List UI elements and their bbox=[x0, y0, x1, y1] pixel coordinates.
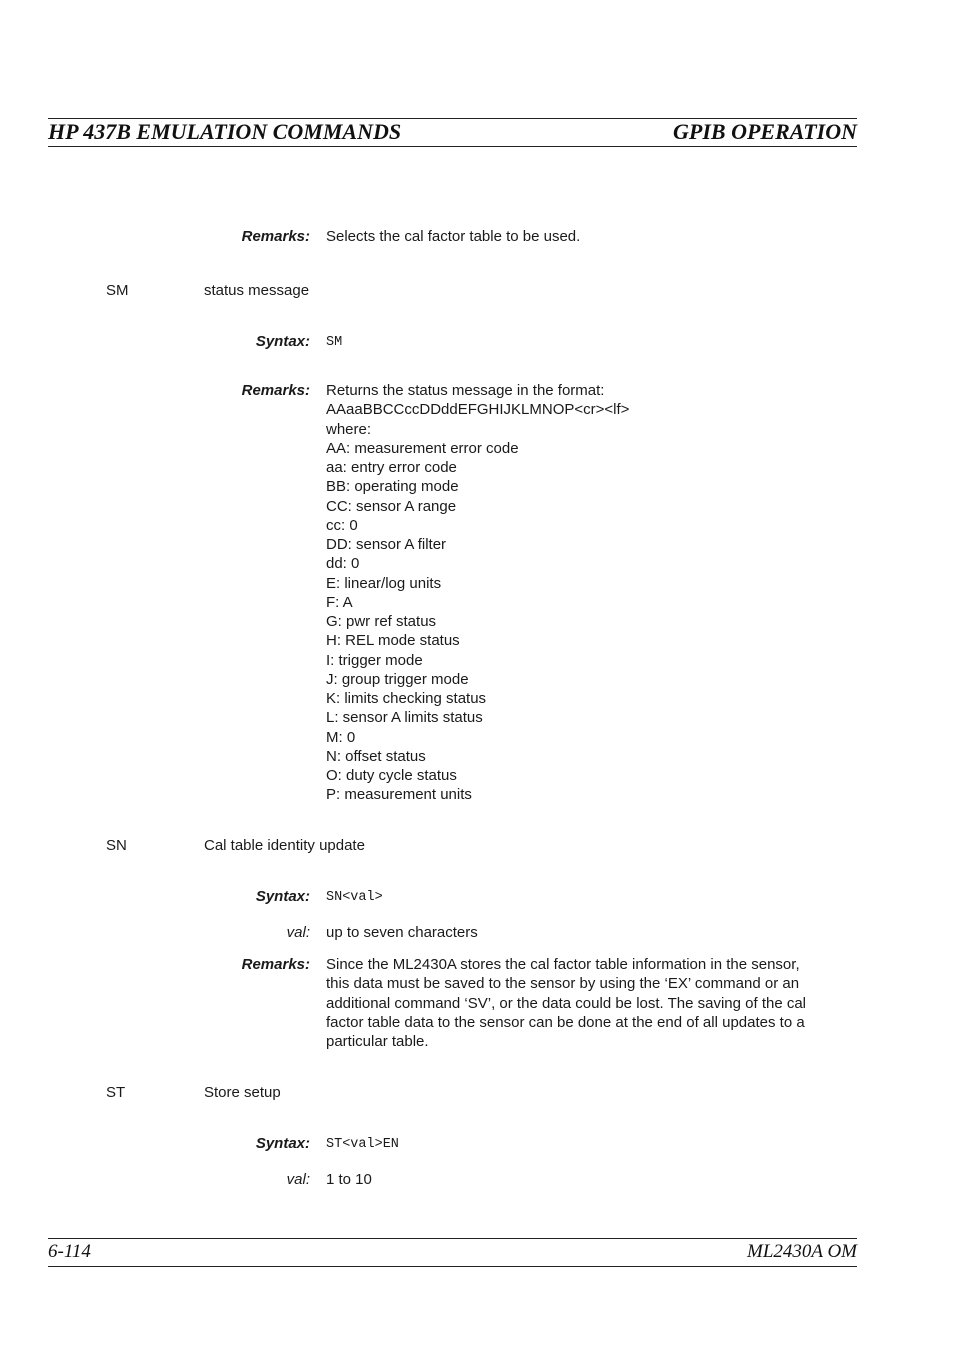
remarks-line: O: duty cycle status bbox=[326, 767, 457, 784]
remarks-line: L: sensor A limits status bbox=[326, 709, 483, 727]
syntax-value-st: ST<val>EN bbox=[326, 1137, 399, 1152]
remarks-label-sm: Remarks: bbox=[241, 382, 310, 399]
remarks-text-sm bbox=[326, 381, 846, 805]
remarks-line: M: 0 bbox=[326, 728, 356, 746]
command-code-st: ST bbox=[106, 1084, 126, 1101]
remarks-label: Remarks: bbox=[241, 228, 310, 245]
command-description-sm: status message bbox=[204, 282, 310, 299]
remarks-line: CC: sensor A range bbox=[326, 497, 457, 515]
remarks-line: dd: 0 bbox=[326, 555, 360, 573]
header-chapter-title: GPIB OPERATION bbox=[673, 119, 857, 144]
syntax-label-st: Syntax: bbox=[255, 1135, 310, 1152]
remarks-line: P: measurement units bbox=[326, 786, 472, 804]
command-code-sn: SN bbox=[106, 837, 127, 854]
footer-bottom-rule bbox=[48, 1266, 857, 1267]
remarks-line: where: bbox=[326, 420, 372, 438]
val-label-sn: val: bbox=[286, 924, 310, 941]
document-name: ML2430A OM bbox=[747, 1241, 857, 1262]
remarks-line: K: limits checking status bbox=[326, 690, 487, 707]
remarks-label-sn: Remarks: bbox=[241, 956, 310, 973]
syntax-value-sm: SM bbox=[326, 335, 343, 350]
remarks-line: G: pwr ref status bbox=[326, 613, 437, 630]
remarks-text-sn bbox=[326, 955, 846, 1051]
syntax-label-sm: Syntax: bbox=[255, 333, 310, 350]
remarks-line: F: A bbox=[326, 593, 353, 611]
syntax-label-sn: Syntax: bbox=[255, 888, 310, 905]
remarks-line: N: offset status bbox=[326, 747, 426, 765]
header-bottom-rule bbox=[48, 146, 857, 147]
val-value-st: 1 to 10 bbox=[326, 1171, 372, 1188]
remarks-line: aa: entry error code bbox=[326, 459, 457, 476]
page-footer bbox=[48, 1238, 857, 1266]
remarks-line: J: group trigger mode bbox=[326, 670, 469, 688]
val-value-sn: up to seven characters bbox=[326, 924, 478, 941]
remarks-line: E: linear/log units bbox=[326, 574, 442, 592]
remarks-line: BB: operating mode bbox=[326, 478, 459, 496]
remarks-line: AA: measurement error code bbox=[326, 439, 519, 457]
remarks-line: additional command ‘SV’, or the data could be lost. The saving of the cal bbox=[326, 994, 807, 1012]
command-code-sm: SM bbox=[106, 282, 129, 299]
remarks-line: factor table data to the sensor can be done at the end of all updates to a bbox=[326, 1013, 805, 1031]
val-label-st: val: bbox=[286, 1171, 310, 1188]
remarks-line: H: REL mode status bbox=[326, 632, 460, 650]
remarks-line: cc: 0 bbox=[326, 516, 358, 534]
page-header bbox=[48, 118, 857, 146]
remarks-line: Returns the status message in the format: bbox=[326, 382, 605, 399]
remarks-text: Selects the cal factor table to be used. bbox=[326, 228, 581, 245]
syntax-value-sn: SN<val> bbox=[326, 890, 383, 905]
remarks-line: particular table. bbox=[326, 1033, 429, 1050]
remarks-line: AAaaBBCCccDDddEFGHIJKLMNOP<cr><lf> bbox=[326, 401, 630, 419]
header-section-title: HP 437B EMULATION COMMANDS bbox=[48, 119, 402, 144]
remarks-line: DD: sensor A filter bbox=[326, 536, 447, 553]
remarks-line: I: trigger mode bbox=[326, 651, 423, 669]
remarks-line: this data must be saved to the sensor by using the ‘EX’ command or an bbox=[326, 975, 800, 993]
page-number: 6-114 bbox=[48, 1241, 91, 1262]
command-description-st: Store setup bbox=[204, 1084, 281, 1101]
remarks-line: Since the ML2430A stores the cal factor table information in the sensor, bbox=[326, 956, 800, 973]
command-description-sn: Cal table identity update bbox=[204, 837, 365, 854]
